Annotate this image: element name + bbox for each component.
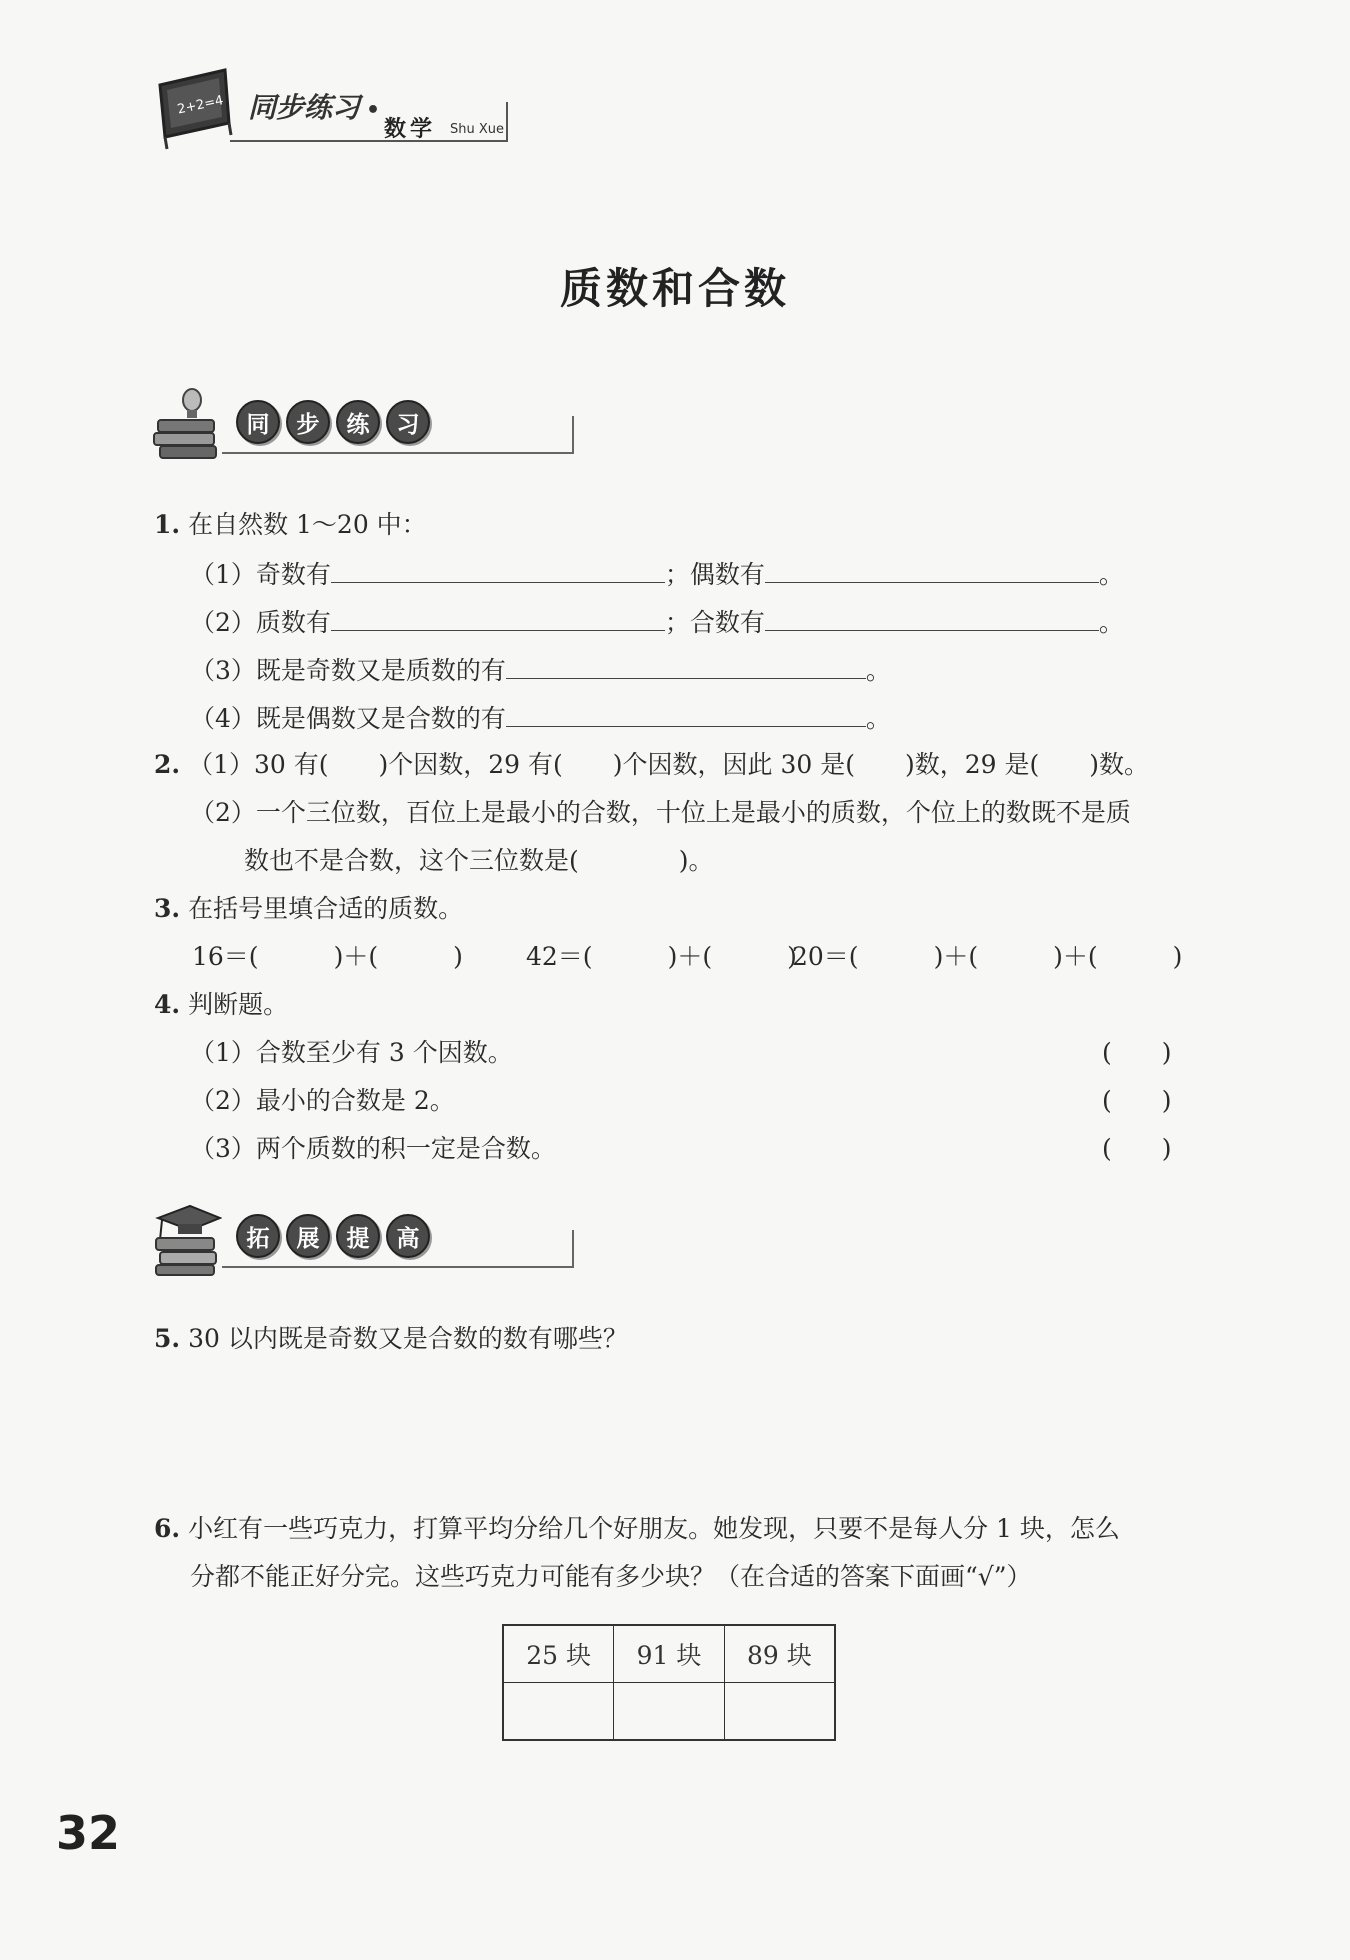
answer-cell[interactable]	[614, 1683, 724, 1741]
judgement-bracket[interactable]: ( )	[1102, 1134, 1172, 1163]
judgement-bracket[interactable]: ( )	[1102, 1038, 1172, 1067]
question-1-part-3: （3）既是奇数又是质数的有 。	[190, 652, 891, 688]
question-2-part-2: （2）一个三位数，百位上是最小的合数，十位上是最小的质数，个位上的数既不是质	[190, 798, 1131, 827]
answer-blank[interactable]	[331, 556, 665, 583]
header-pinyin: Shu Xue	[450, 122, 505, 137]
banner-char: 习	[386, 400, 430, 444]
answer-blank[interactable]	[765, 604, 1099, 631]
question-6: 6. 小红有一些巧克力，打算平均分给几个好朋友。她发现，只要不是每人分 1 块，怎么	[154, 1514, 1120, 1543]
banner-char: 同	[236, 400, 280, 444]
section-banner-extension	[152, 1200, 582, 1280]
header-rule-end	[506, 102, 508, 142]
banner-char: 练	[336, 400, 380, 444]
header-brand: 同步练习 •	[248, 91, 381, 124]
judgement-item: （3）两个质数的积一定是合数。	[190, 1134, 556, 1163]
table-header-cell: 25 块	[503, 1625, 614, 1683]
page-number: 32	[56, 1806, 121, 1860]
lightbulb-books-icon	[152, 386, 222, 466]
question-2-part-2-cont: 数也不是合数，这个三位数是( )。	[244, 846, 714, 875]
page-title: 质数和合数	[559, 264, 790, 313]
judgement-bracket[interactable]: ( )	[1102, 1086, 1172, 1115]
table-header-cell: 91 块	[614, 1625, 724, 1683]
question-5: 5. 30 以内既是奇数又是合数的数有哪些？	[154, 1324, 628, 1353]
table-header-cell: 89 块	[724, 1625, 835, 1683]
question-1-part-4: （4）既是偶数又是合数的有 。	[190, 700, 891, 736]
banner-char: 步	[286, 400, 330, 444]
equation-3: 20＝( )＋( )＋( )	[792, 942, 1183, 971]
board-text: 2+2=4	[176, 93, 225, 118]
answer-blank[interactable]	[331, 604, 665, 631]
answer-blank[interactable]	[506, 700, 866, 727]
banner-char: 展	[286, 1214, 330, 1258]
banner-char: 拓	[236, 1214, 280, 1258]
banner-char: 提	[336, 1214, 380, 1258]
answer-cell[interactable]	[503, 1683, 614, 1741]
equation-2: 42＝( )＋( )	[526, 942, 797, 971]
answer-blank[interactable]	[506, 652, 866, 679]
equation-1: 16＝( )＋( )	[192, 942, 463, 971]
judgement-item: （1）合数至少有 3 个因数。	[190, 1038, 513, 1067]
question-4: 4. 判断题。	[154, 990, 289, 1019]
question-1: 1. 在自然数 1～20 中：	[154, 510, 427, 539]
answer-blank[interactable]	[765, 556, 1099, 583]
question-3: 3. 在括号里填合适的质数。	[154, 894, 464, 923]
header-rule	[230, 140, 508, 142]
question-2: 2. （1）30 有( )个因数，29 有( )个因数，因此 30 是( )数，29 是( )数。	[154, 750, 1149, 779]
question-6-cont: 分都不能正好分完。这些巧克力可能有多少块？（在合适的答案下面画“√”）	[190, 1562, 1032, 1591]
blackboard-icon	[155, 65, 235, 150]
answer-table	[502, 1624, 836, 1741]
judgement-item: （2）最小的合数是 2。	[190, 1086, 455, 1115]
graduation-cap-icon	[152, 1200, 222, 1280]
question-1-part-2: （2）质数有 ；合数有 。	[190, 604, 1124, 640]
section-banner-practice	[152, 386, 582, 466]
banner-char: 高	[386, 1214, 430, 1258]
header-subject: 数学	[384, 117, 437, 142]
answer-cell[interactable]	[724, 1683, 835, 1741]
question-1-part-1: （1）奇数有 ；偶数有 。	[190, 556, 1124, 592]
